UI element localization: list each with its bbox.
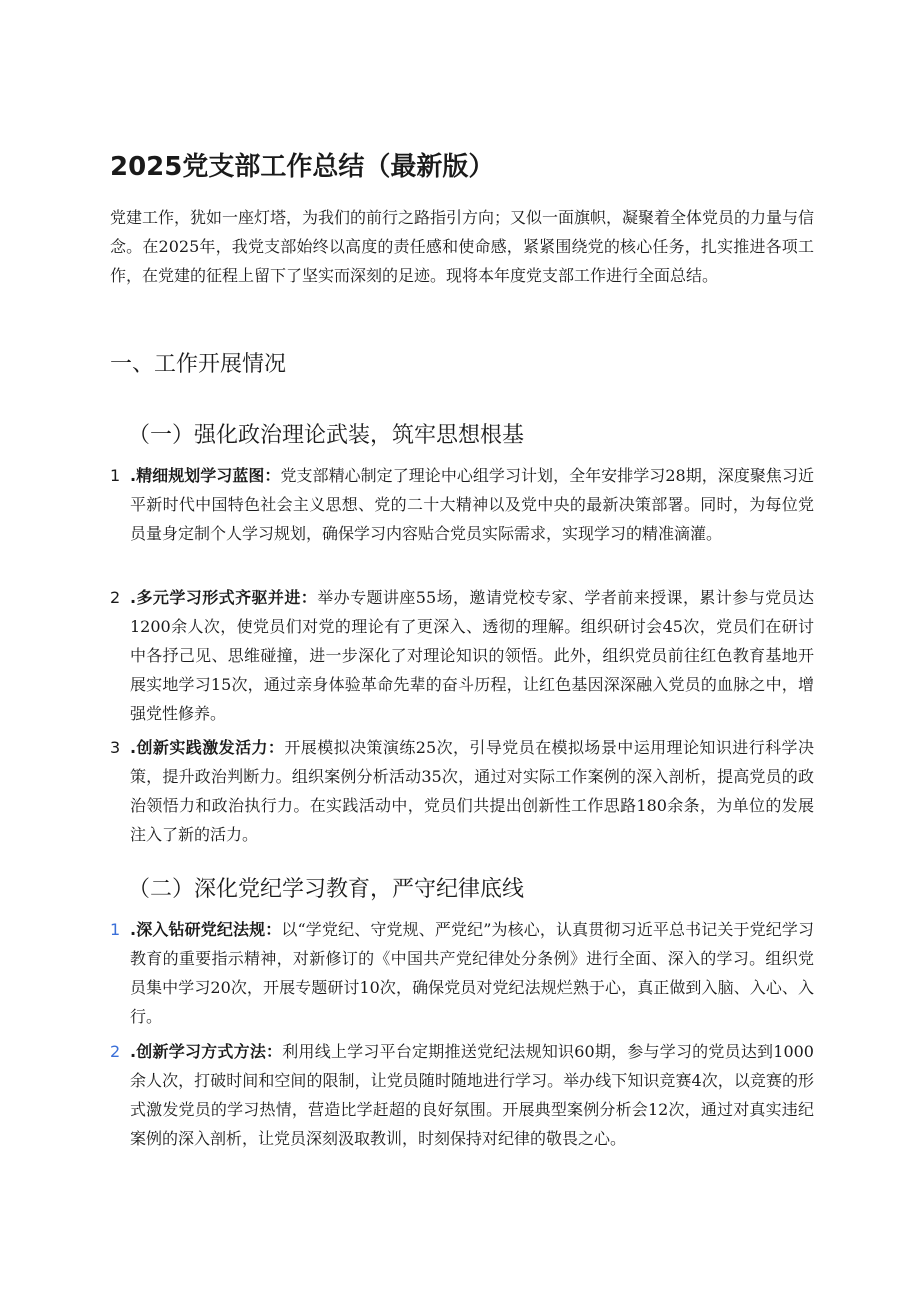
list-item — [110, 915, 814, 1031]
list-item-text: 党支部精心制定了理论中心组学习计划，全年安排学习28期，深度聚焦习近平新时代中国特色社会主义思想、党的二十大精神以及党中央的最新决策部署。同时，为每位党员量身定制个人学习规划，确保学习内容贴合党员实际需求，实现学习的精准滴灌。 — [130, 466, 814, 543]
list-item-text: 利用线上学习平台定期推送党纪法规知识60期，参与学习的党员达到1000余人次，打破时间和空间的限制，让党员随时随地进行学习。举办线下知识竞赛4次，以竞赛的形式激发党员的学习热情，营造比学赶超的良好氛围。开展典型案例分析会12次，通过对真实违纪案例的深入剖析，让党员深刻汲取教训，时刻保持对纪律的敬畏之心。 — [130, 1042, 814, 1148]
section-heading-work-status: 一、工作开展情况 — [110, 352, 287, 377]
list-item-number: 2 — [110, 1042, 121, 1061]
list-item-lead: .多元学习形式齐驱并进： — [130, 588, 318, 607]
list-item — [110, 733, 814, 849]
list-item — [110, 1037, 814, 1153]
list-item-lead: .创新实践激发活力： — [130, 738, 285, 757]
list-item — [110, 583, 814, 728]
list-item — [110, 461, 814, 548]
list-item-text: 举办专题讲座55场，邀请党校专家、学者前来授课，累计参与党员达1200余人次，使党员们对党的理论有了更深入、透彻的理解。组织研讨会45次，党员们在研讨中各抒己见、思维碰撞，进一步深化了对理论知识的领悟。此外，组织党员前往红色教育基地开展实地学习15次，通过亲身体验革命先辈的奋斗历程，让红色基因深深融入党员的血脉之中，增强党性修养。 — [130, 588, 814, 723]
list-item-number: 2 — [110, 588, 121, 607]
list-item-text: 以“学党纪、守党规、严党纪”为核心，认真贯彻习近平总书记关于党纪学习教育的重要指示精神，对新修订的《中国共产党纪律处分条例》进行全面、深入的学习。组织党员集中学习20次，开展专题研讨10次，确保党员对党纪法规烂熟于心，真正做到入脑、入心、入行。 — [130, 920, 814, 1026]
list-item-number: 1 — [110, 920, 121, 939]
list-item-number: 3 — [110, 738, 121, 757]
list-item-lead: .精细规划学习蓝图： — [130, 466, 281, 485]
list-item-lead: .深入钻研党纪法规： — [130, 920, 282, 939]
page-title: 2025党支部工作总结（最新版） — [110, 152, 495, 182]
list-item-number: 1 — [110, 466, 121, 485]
list-item-lead: .创新学习方式方法： — [130, 1042, 283, 1061]
subsection-heading-discipline: （二）深化党纪学习教育，严守纪律底线 — [128, 877, 525, 902]
intro-paragraph: 党建工作，犹如一座灯塔，为我们的前行之路指引方向；又似一面旗帜，凝聚着全体党员的力量与信念。在2025年，我党支部始终以高度的责任感和使命感，紧紧围绕党的核心任务，扎实推进各项工作，在党建的征程上留下了坚实而深刻的足迹。现将本年度党支部工作进行全面总结。 — [110, 208, 815, 285]
list-item-text: 开展模拟决策演练25次，引导党员在模拟场景中运用理论知识进行科学决策，提升政治判断力。组织案例分析活动35次，通过对实际工作案例的深入剖析，提高党员的政治领悟力和政治执行力。在实践活动中，党员们共提出创新性工作思路180余条，为单位的发展注入了新的活力。 — [130, 738, 814, 844]
subsection-heading-theory: （一）强化政治理论武装，筑牢思想根基 — [128, 423, 525, 448]
